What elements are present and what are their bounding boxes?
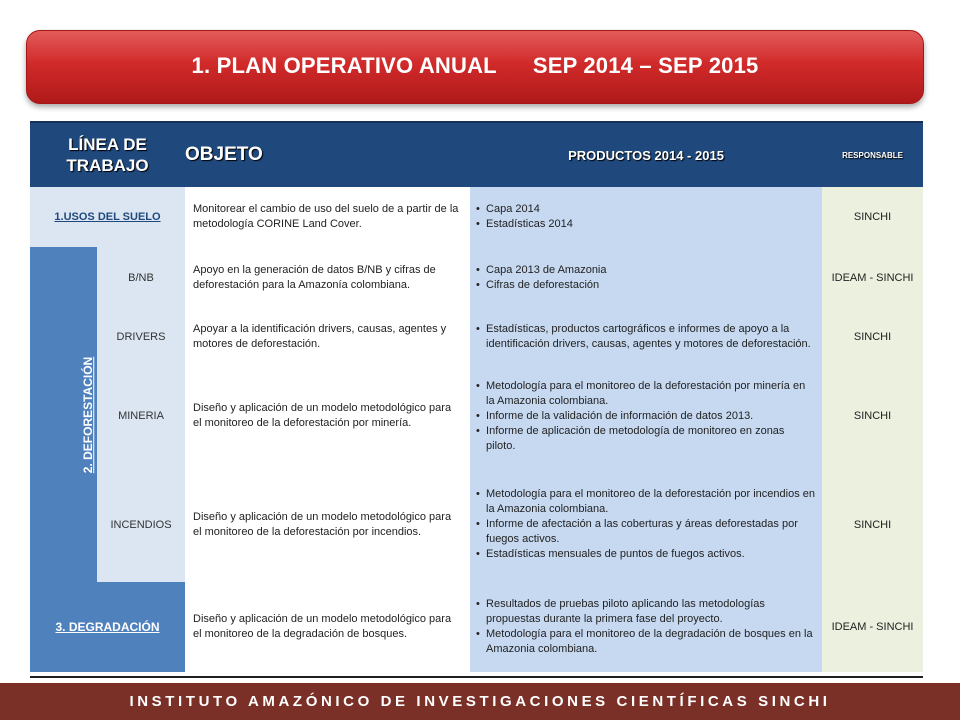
plan-table — [30, 121, 923, 672]
list-item: • Estadísticas mensuales de puntos de fuegos activos. — [476, 547, 816, 562]
responsable-degradacion: IDEAM - SINCHI — [822, 582, 923, 672]
responsable-bnb: IDEAM - SINCHI — [822, 247, 923, 309]
list-item: • Informe de afectación a las coberturas y áreas deforestadas por fuegos activos. — [476, 517, 816, 547]
objeto-usos: Monitorear el cambio de uso del suelo de a partir de la metodología CORINE Land Cover. — [185, 187, 470, 247]
footer-institution: INSTITUTO AMAZÓNICO DE INVESTIGACIONES CIENTÍFICAS SINCHI — [129, 693, 831, 710]
productos-drivers — [470, 309, 822, 365]
line-degradacion-label: 3. DEGRADACIÓN — [55, 620, 160, 634]
title-banner — [26, 30, 924, 104]
list-item: • Informe de aplicación de metodología de monitoreo en zonas piloto. — [476, 424, 816, 454]
table-row-bnb — [30, 247, 923, 309]
list-item: • Metodología para el monitoreo de la deforestación por incendios en la Amazonia colombiana. — [476, 487, 816, 517]
list-item: • Cifras de deforestación — [476, 278, 816, 293]
table-header-row — [30, 122, 923, 187]
header-linea: LÍNEA DE TRABAJO — [30, 122, 185, 187]
line-deforestacion-label: 2. DEFORESTACIÓN — [81, 356, 96, 473]
productos-degradacion — [470, 582, 822, 672]
objeto-bnb: Apoyo en la generación de datos B/NB y cifras de deforestación para la Amazonía colombiana. — [185, 247, 470, 309]
responsable-drivers: SINCHI — [822, 309, 923, 365]
productos-usos — [470, 187, 822, 247]
productos-mineria — [470, 365, 822, 467]
header-responsable: RESPONSABLE — [822, 122, 923, 187]
footer-bar — [0, 683, 960, 720]
list-item: • Capa 2014 — [476, 202, 816, 217]
line-usos-label: 1.USOS DEL SUELO — [54, 211, 161, 223]
title-period: SEP 2014 – SEP 2015 — [532, 53, 759, 78]
title-plan: 1. PLAN OPERATIVO ANUAL — [191, 53, 497, 78]
table-row-usos — [30, 187, 923, 247]
objeto-mineria: Diseño y aplicación de un modelo metodológico para el monitoreo de la deforestación por minería. — [185, 365, 470, 467]
responsable-incendios: SINCHI — [822, 467, 923, 582]
sub-drivers: DRIVERS — [97, 309, 185, 365]
responsable-mineria: SINCHI — [822, 365, 923, 467]
list-item: • Capa 2013 de Amazonia — [476, 263, 816, 278]
header-productos: PRODUCTOS 2014 - 2015 — [470, 122, 822, 187]
sub-bnb: B/NB — [97, 247, 185, 309]
objeto-incendios: Diseño y aplicación de un modelo metodológico para el monitoreo de la deforestación por incendios. — [185, 467, 470, 582]
sub-mineria: MINERIA — [97, 365, 185, 467]
table-row-mineria — [30, 365, 923, 467]
productos-bnb — [470, 247, 822, 309]
list-item: • Metodología para el monitoreo de la deforestación por minería en la Amazonia colombiana. — [476, 379, 816, 409]
header-objeto: OBJETO — [185, 122, 470, 187]
table-row-drivers — [30, 309, 923, 365]
list-item: • Informe de la validación de información de datos 2013. — [476, 409, 816, 424]
table-row-degradacion — [30, 582, 923, 672]
responsable-usos: SINCHI — [822, 187, 923, 247]
list-item: • Metodología para el monitoreo de la degradación de bosques en la Amazonia colombiana. — [476, 627, 816, 657]
line-usos-del-suelo — [30, 187, 185, 247]
line-degradacion — [30, 582, 185, 672]
table-row-incendios — [30, 467, 923, 582]
table-bottom-divider — [30, 676, 923, 678]
list-item: • Estadísticas, productos cartográficos e informes de apoyo a la identificación drivers, causas, agentes y motores de deforestación. — [476, 322, 816, 352]
line-deforestacion — [30, 247, 97, 582]
sub-incendios: INCENDIOS — [97, 467, 185, 582]
list-item: • Resultados de pruebas piloto aplicando las metodologías propuestas durante la primera fase del proyecto. — [476, 597, 816, 627]
objeto-drivers: Apoyar a la identificación drivers, causas, agentes y motores de deforestación. — [185, 309, 470, 365]
page-title — [27, 31, 923, 103]
objeto-degradacion: Diseño y aplicación de un modelo metodológico para el monitoreo de la degradación de bosques. — [185, 582, 470, 672]
productos-incendios — [470, 467, 822, 582]
list-item: • Estadísticas 2014 — [476, 217, 816, 232]
